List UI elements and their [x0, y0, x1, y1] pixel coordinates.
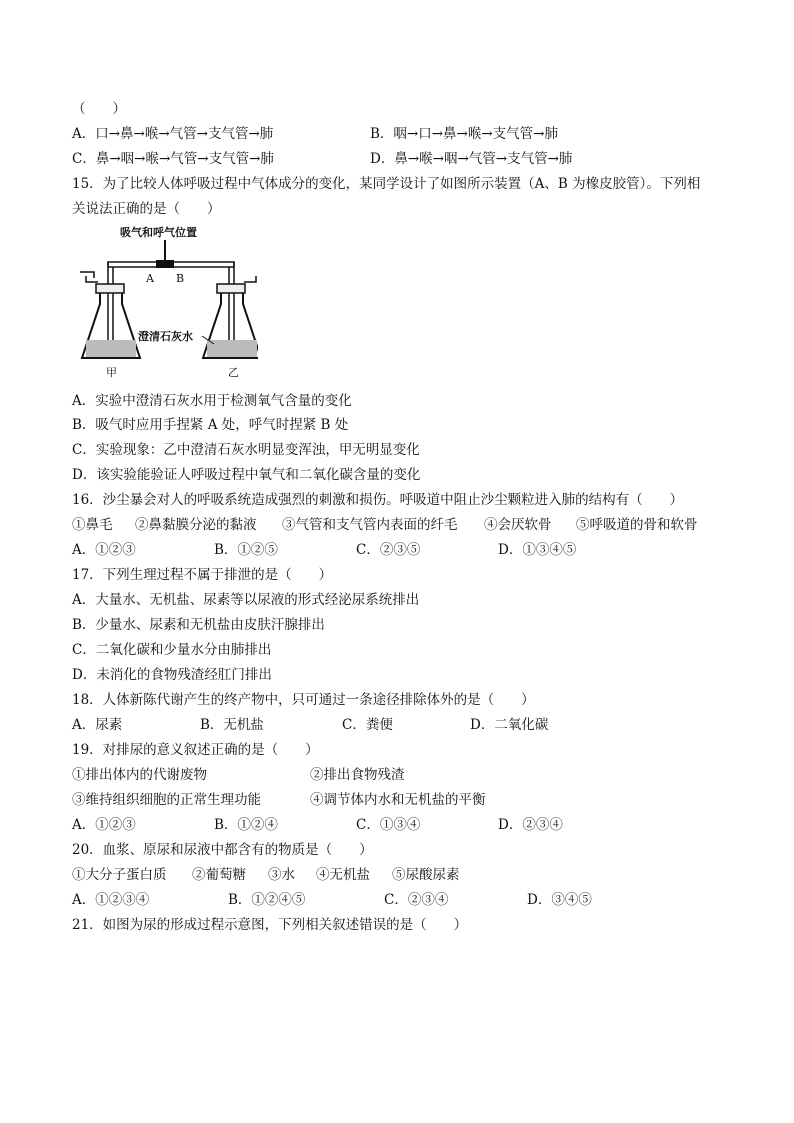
q19-option-d: D．②③④ [498, 817, 563, 833]
q16-stem: 16．沙尘暴会对人的呼吸系统造成强烈的刺激和损伤。呼吸道中阻止沙尘颗粒进入肺的结构有（ ） [72, 492, 684, 508]
figure-label-a: A [146, 272, 154, 285]
q16-item-2: ②鼻黏膜分泌的黏液 [135, 517, 257, 533]
q18-option-c: C．粪便 [342, 717, 393, 733]
q18-option-d: D．二氧化碳 [470, 717, 549, 733]
prev-option-a: A．口→鼻→喉→气管→支气管→肺 [72, 126, 274, 142]
prev-option-d: D．鼻→喉→咽→气管→支气管→肺 [370, 151, 573, 167]
q17-option-c: C．二氧化碳和少量水分由肺排出 [72, 642, 272, 658]
q15-option-a: A．实验中澄清石灰水用于检测氧气含量的变化 [72, 393, 352, 409]
q17-option-a: A．大量水、无机盐、尿素等以尿液的形式经泌尿系统排出 [72, 592, 420, 608]
figure-label-jia: 甲 [106, 366, 117, 379]
q20-option-d: D．③④⑤ [527, 892, 592, 908]
q19-item-2: ②排出食物残渣 [310, 767, 405, 783]
q18-stem: 18．人体新陈代谢产生的终产物中，只可通过一条途径排除体外的是（ ） [72, 692, 535, 708]
q20-item-5: ⑤尿酸尿素 [392, 867, 460, 883]
q18-option-b: B．无机盐 [200, 717, 264, 733]
q15-stem-line2: 关说法正确的是（ ） [72, 201, 221, 217]
q19-item-1: ①排出体内的代谢废物 [72, 767, 207, 783]
figure-label-yi: 乙 [228, 366, 239, 379]
q19-item-4: ④调节体内水和无机盐的平衡 [310, 792, 486, 808]
breathing-apparatus-figure [78, 222, 258, 382]
q20-item-2: ②葡萄糖 [192, 867, 246, 883]
q16-option-c: C．②③⑤ [356, 542, 421, 558]
q16-option-b: B．①②⑤ [214, 542, 278, 558]
prev-paren: （ ） [72, 101, 126, 117]
q16-option-a: A．①②③ [72, 542, 136, 558]
q17-stem: 17．下列生理过程不属于排泄的是（ ） [72, 567, 333, 583]
q15-option-d: D．该实验能验证人呼吸过程中氧气和二氧化碳含量的变化 [72, 467, 421, 483]
q21-stem: 21．如图为尿的形成过程示意图，下列相关叙述错误的是（ ） [72, 917, 468, 933]
q20-option-b: B．①②④⑤ [228, 892, 306, 908]
q18-option-a: A．尿素 [72, 717, 123, 733]
q17-option-b: B．少量水、尿素和无机盐由皮肤汗腺排出 [72, 617, 325, 633]
q20-item-4: ④无机盐 [316, 867, 370, 883]
q16-item-5: ⑤呼吸道的骨和软骨 [576, 517, 698, 533]
q19-item-3: ③维持组织细胞的正常生理功能 [72, 792, 261, 808]
q20-option-c: C．②③④ [384, 892, 449, 908]
q19-stem: 19．对排尿的意义叙述正确的是（ ） [72, 742, 319, 758]
q16-item-3: ③气管和支气管内表面的纤毛 [282, 517, 458, 533]
q20-item-1: ①大分子蛋白质 [72, 867, 167, 883]
q16-item-4: ④会厌软骨 [484, 517, 552, 533]
q19-option-c: C．①③④ [356, 817, 421, 833]
q19-option-a: A．①②③ [72, 817, 136, 833]
figure-label-b: B [176, 272, 185, 285]
q16-option-d: D．①③④⑤ [498, 542, 577, 558]
figure-label-limewater: 澄清石灰水 [138, 330, 193, 343]
q16-item-1: ①鼻毛 [72, 517, 113, 533]
q15-stem-line1: 15．为了比较人体呼吸过程中气体成分的变化，某同学设计了如图所示装置（A、B 为橡皮胶管）。下列相 [72, 176, 701, 192]
q15-option-b: B．吸气时应用手捏紧 A 处，呼气时捏紧 B 处 [72, 417, 349, 433]
prev-option-b: B．咽→口→鼻→喉→支气管→肺 [370, 126, 558, 142]
q20-option-a: A．①②③④ [72, 892, 150, 908]
figure-label-position: 吸气和呼气位置 [120, 226, 197, 239]
q19-option-b: B．①②④ [214, 817, 278, 833]
q20-item-3: ③水 [268, 867, 295, 883]
q15-option-c: C．实验现象：乙中澄清石灰水明显变浑浊，甲无明显变化 [72, 442, 420, 458]
prev-option-c: C．鼻→咽→喉→气管→支气管→肺 [72, 151, 274, 167]
q17-option-d: D．未消化的食物残渣经肛门排出 [72, 667, 272, 683]
q20-stem: 20．血浆、原尿和尿液中都含有的物质是（ ） [72, 842, 373, 858]
